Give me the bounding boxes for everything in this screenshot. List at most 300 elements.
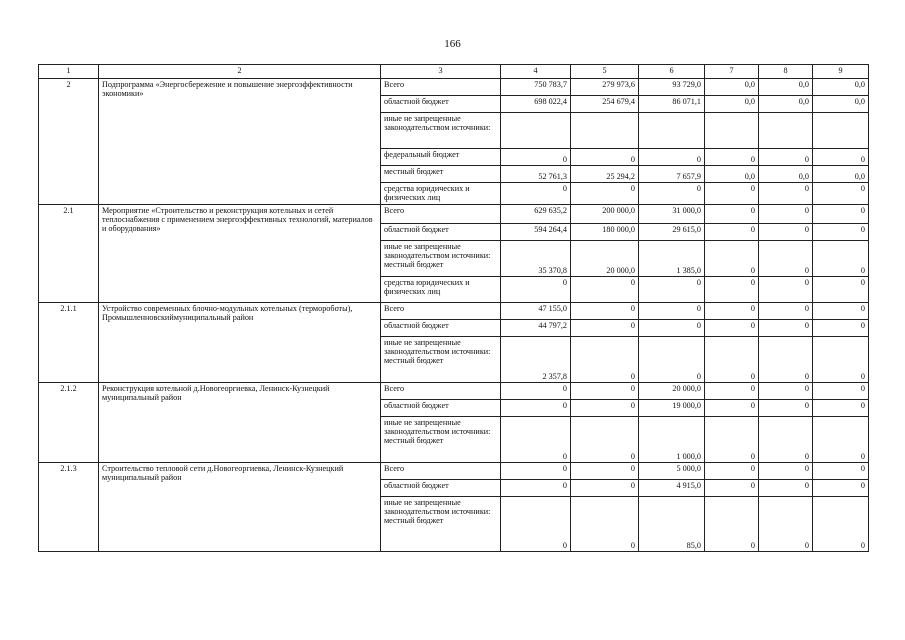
value-cell xyxy=(705,149,759,166)
table-body xyxy=(39,65,869,552)
value-cell xyxy=(571,79,639,96)
amount: 0 xyxy=(562,541,567,550)
amount: 5 000,0 xyxy=(676,464,701,473)
amount: 0 xyxy=(860,225,865,234)
funding-source: иные не запрещенные законодательством источники: xyxy=(384,498,491,516)
amount xyxy=(708,257,755,266)
amount xyxy=(816,532,865,541)
value-cell xyxy=(813,224,869,241)
value-cell xyxy=(571,320,639,337)
amount: 0 xyxy=(630,401,635,410)
value-cell xyxy=(759,337,813,383)
amount xyxy=(816,138,865,147)
table-row xyxy=(39,303,869,320)
value-cell xyxy=(639,417,705,463)
value-cell xyxy=(759,241,813,277)
value-cell xyxy=(571,205,639,224)
value-cell xyxy=(813,205,869,224)
value-cell xyxy=(571,497,639,552)
amount: 0 xyxy=(750,541,755,550)
amount: 0 xyxy=(750,321,755,330)
value-cell xyxy=(759,480,813,497)
funding-source-cell xyxy=(381,417,501,463)
amount: 0 xyxy=(562,452,567,461)
budget-table xyxy=(38,64,869,552)
amount: 0 xyxy=(804,206,809,215)
value-cell xyxy=(759,497,813,552)
value-cell xyxy=(501,224,571,241)
value-cell xyxy=(639,149,705,166)
funding-source: Всего xyxy=(384,206,405,215)
value-cell xyxy=(571,400,639,417)
amount xyxy=(708,443,755,452)
funding-source: Всего xyxy=(384,304,405,313)
value-cell xyxy=(639,205,705,224)
amount: 0 xyxy=(696,304,701,313)
funding-source-cell xyxy=(381,303,501,320)
funding-source: местный бюджет xyxy=(384,260,444,269)
amount xyxy=(574,532,635,541)
value-cell xyxy=(813,337,869,383)
funding-source-cell xyxy=(381,497,501,552)
value-cell xyxy=(501,241,571,277)
amount: 0 xyxy=(860,155,865,164)
value-cell xyxy=(705,303,759,320)
amount xyxy=(574,363,635,372)
amount: 750 783,7 xyxy=(534,80,567,89)
amount: 0 xyxy=(804,372,809,381)
amount: 0 xyxy=(804,278,809,287)
value-cell xyxy=(639,320,705,337)
amount: 0 xyxy=(860,304,865,313)
table-row xyxy=(39,205,869,224)
amount: 0,0 xyxy=(744,80,755,89)
value-cell xyxy=(571,96,639,113)
amount: 0 xyxy=(696,372,701,381)
amount: 0 xyxy=(562,278,567,287)
amount: 0,0 xyxy=(854,172,865,181)
value-cell xyxy=(501,277,571,303)
amount: 0 xyxy=(804,321,809,330)
amount: 0 xyxy=(750,452,755,461)
item-name: Строительство тепловой сети д.Новогеоргиевка, Ленинск-Кузнецкий муниципальный район xyxy=(99,463,381,552)
amount: 180 000,0 xyxy=(602,225,635,234)
value-cell xyxy=(759,320,813,337)
value-cell xyxy=(571,277,639,303)
amount: 93 729,0 xyxy=(672,80,701,89)
item-number: 2.1.3 xyxy=(39,463,99,552)
value-cell xyxy=(813,497,869,552)
funding-source: иные не запрещенные законодательством источники: xyxy=(384,114,491,132)
value-cell xyxy=(705,166,759,183)
amount: 0 xyxy=(804,155,809,164)
value-cell xyxy=(571,463,639,480)
amount: 0 xyxy=(860,384,865,393)
amount: 0 xyxy=(804,481,809,490)
value-cell xyxy=(759,205,813,224)
value-cell xyxy=(813,277,869,303)
value-cell xyxy=(705,113,759,149)
funding-source-cell xyxy=(381,277,501,303)
funding-source-cell xyxy=(381,166,501,183)
value-cell xyxy=(639,224,705,241)
value-cell xyxy=(705,320,759,337)
value-cell xyxy=(571,383,639,400)
value-cell xyxy=(501,383,571,400)
value-cell xyxy=(705,241,759,277)
funding-source: Всего xyxy=(384,464,405,473)
amount: 279 973,6 xyxy=(602,80,635,89)
value-cell xyxy=(759,224,813,241)
value-cell xyxy=(705,400,759,417)
value-cell xyxy=(813,383,869,400)
value-cell xyxy=(639,277,705,303)
funding-source: местный бюджет xyxy=(384,356,444,365)
value-cell xyxy=(639,96,705,113)
value-cell xyxy=(571,183,639,205)
amount: 0 xyxy=(750,266,755,275)
funding-source: областной бюджет xyxy=(384,97,449,106)
amount: 0 xyxy=(860,184,865,193)
value-cell xyxy=(759,79,813,96)
funding-source-cell xyxy=(381,183,501,205)
amount: 0 xyxy=(696,155,701,164)
amount: 85,0 xyxy=(686,541,701,550)
value-cell xyxy=(705,383,759,400)
amount: 0 xyxy=(630,278,635,287)
funding-source-cell xyxy=(381,96,501,113)
value-cell xyxy=(639,113,705,149)
column-number: 9 xyxy=(813,65,869,79)
amount xyxy=(504,443,567,452)
amount: 29 615,0 xyxy=(672,225,701,234)
value-cell xyxy=(501,480,571,497)
funding-source: иные не запрещенные законодательством источники: xyxy=(384,418,491,436)
amount: 1 000,0 xyxy=(676,452,701,461)
column-number: 8 xyxy=(759,65,813,79)
amount xyxy=(816,363,865,372)
amount: 0 xyxy=(696,278,701,287)
value-cell xyxy=(759,463,813,480)
amount xyxy=(504,138,567,147)
value-cell xyxy=(759,277,813,303)
amount: 0 xyxy=(750,464,755,473)
value-cell xyxy=(705,224,759,241)
amount xyxy=(816,257,865,266)
column-number: 3 xyxy=(381,65,501,79)
amount: 0,0 xyxy=(798,172,809,181)
value-cell xyxy=(571,303,639,320)
amount: 0 xyxy=(804,401,809,410)
amount: 0 xyxy=(630,155,635,164)
amount xyxy=(762,443,809,452)
value-cell xyxy=(813,400,869,417)
amount: 20 000,0 xyxy=(672,384,701,393)
amount: 44 797,2 xyxy=(538,321,567,330)
value-cell xyxy=(705,183,759,205)
amount: 0 xyxy=(750,372,755,381)
value-cell xyxy=(571,417,639,463)
amount: 0 xyxy=(696,184,701,193)
amount: 0 xyxy=(630,452,635,461)
amount xyxy=(708,363,755,372)
amount xyxy=(574,257,635,266)
value-cell xyxy=(705,463,759,480)
value-cell xyxy=(705,96,759,113)
column-number: 2 xyxy=(99,65,381,79)
value-cell xyxy=(501,463,571,480)
funding-source-cell xyxy=(381,241,501,277)
amount: 31 000,0 xyxy=(672,206,701,215)
amount xyxy=(708,138,755,147)
amount xyxy=(762,532,809,541)
amount: 0 xyxy=(860,266,865,275)
value-cell xyxy=(705,480,759,497)
funding-source-cell xyxy=(381,463,501,480)
funding-source-cell xyxy=(381,224,501,241)
value-cell xyxy=(813,183,869,205)
value-cell xyxy=(705,497,759,552)
value-cell xyxy=(813,96,869,113)
value-cell xyxy=(571,337,639,383)
amount: 0 xyxy=(630,464,635,473)
value-cell xyxy=(705,277,759,303)
amount: 0 xyxy=(750,384,755,393)
value-cell xyxy=(501,166,571,183)
amount: 20 000,0 xyxy=(606,266,635,275)
amount: 0 xyxy=(562,184,567,193)
value-cell xyxy=(813,417,869,463)
value-cell xyxy=(813,79,869,96)
value-cell xyxy=(813,303,869,320)
amount: 0 xyxy=(630,184,635,193)
amount: 200 000,0 xyxy=(602,206,635,215)
amount: 0 xyxy=(630,321,635,330)
amount xyxy=(642,363,701,372)
value-cell xyxy=(571,166,639,183)
amount: 0 xyxy=(804,225,809,234)
amount: 0 xyxy=(630,541,635,550)
funding-source-cell xyxy=(381,79,501,96)
item-number: 2.1.2 xyxy=(39,383,99,463)
amount: 0 xyxy=(750,401,755,410)
item-number: 2.1.1 xyxy=(39,303,99,383)
amount: 0 xyxy=(860,372,865,381)
funding-source: областной бюджет xyxy=(384,481,449,490)
amount: 0 xyxy=(562,401,567,410)
amount: 2 357,8 xyxy=(542,372,567,381)
value-cell xyxy=(639,480,705,497)
page-number: 166 xyxy=(444,38,461,50)
amount: 0 xyxy=(860,452,865,461)
funding-source-cell xyxy=(381,113,501,149)
value-cell xyxy=(639,400,705,417)
column-number: 7 xyxy=(705,65,759,79)
funding-source: Всего xyxy=(384,80,405,89)
amount xyxy=(762,257,809,266)
value-cell xyxy=(813,113,869,149)
amount: 254 679,4 xyxy=(602,97,635,106)
amount: 0 xyxy=(630,481,635,490)
amount xyxy=(574,443,635,452)
value-cell xyxy=(639,166,705,183)
value-cell xyxy=(501,417,571,463)
column-number: 5 xyxy=(571,65,639,79)
amount: 0 xyxy=(750,184,755,193)
funding-source: областной бюджет xyxy=(384,225,449,234)
amount xyxy=(504,363,567,372)
value-cell xyxy=(759,96,813,113)
value-cell xyxy=(813,320,869,337)
amount: 0 xyxy=(804,464,809,473)
amount xyxy=(762,138,809,147)
value-cell xyxy=(705,205,759,224)
funding-source: средства юридических и физических лиц xyxy=(384,184,470,202)
value-cell xyxy=(639,497,705,552)
value-cell xyxy=(639,183,705,205)
column-number: 1 xyxy=(39,65,99,79)
amount xyxy=(816,443,865,452)
value-cell xyxy=(639,337,705,383)
item-name: Устройство современных блочно-модульных котельных (термороботы), Промышленновскиймуниципальный район xyxy=(99,303,381,383)
amount xyxy=(642,257,701,266)
value-cell xyxy=(501,205,571,224)
amount: 0 xyxy=(696,321,701,330)
amount: 86 071,1 xyxy=(672,97,701,106)
funding-source: средства юридических и физических лиц xyxy=(384,278,470,296)
amount: 19 000,0 xyxy=(672,401,701,410)
amount: 0 xyxy=(860,321,865,330)
amount: 0,0 xyxy=(854,97,865,106)
table-row xyxy=(39,79,869,96)
amount: 0,0 xyxy=(798,80,809,89)
value-cell xyxy=(639,383,705,400)
amount: 0 xyxy=(750,278,755,287)
amount: 0 xyxy=(804,304,809,313)
amount: 4 915,0 xyxy=(676,481,701,490)
funding-source-cell xyxy=(381,149,501,166)
amount: 7 657,9 xyxy=(676,172,701,181)
amount: 1 385,0 xyxy=(676,266,701,275)
funding-source-cell xyxy=(381,400,501,417)
amount xyxy=(642,138,701,147)
item-name: Мероприятие «Строительство и реконструкция котельных и сетей теплоснабжения с применением энергоэффективных технологий, материалов и оборудования» xyxy=(99,205,381,303)
value-cell xyxy=(501,96,571,113)
amount xyxy=(708,532,755,541)
value-cell xyxy=(571,113,639,149)
amount: 594 264,4 xyxy=(534,225,567,234)
value-cell xyxy=(705,417,759,463)
value-cell xyxy=(501,79,571,96)
value-cell xyxy=(813,463,869,480)
value-cell xyxy=(571,224,639,241)
amount: 0 xyxy=(750,225,755,234)
amount: 0 xyxy=(562,464,567,473)
value-cell xyxy=(639,79,705,96)
amount: 0 xyxy=(860,278,865,287)
amount: 0,0 xyxy=(798,97,809,106)
amount: 0 xyxy=(562,155,567,164)
amount: 0 xyxy=(860,541,865,550)
funding-source: Всего xyxy=(384,384,405,393)
value-cell xyxy=(813,241,869,277)
item-number: 2 xyxy=(39,79,99,205)
amount: 629 635,2 xyxy=(534,206,567,215)
amount: 0 xyxy=(750,206,755,215)
amount: 47 155,0 xyxy=(538,304,567,313)
funding-source: иные не запрещенные законодательством источники: xyxy=(384,242,491,260)
value-cell xyxy=(571,241,639,277)
value-cell xyxy=(571,480,639,497)
value-cell xyxy=(501,149,571,166)
amount: 0 xyxy=(750,304,755,313)
value-cell xyxy=(759,183,813,205)
item-name: Подпрограмма «Энергосбережение и повышение энергоэффективности экономики» xyxy=(99,79,381,205)
amount: 0,0 xyxy=(854,80,865,89)
funding-source-cell xyxy=(381,480,501,497)
value-cell xyxy=(759,383,813,400)
amount: 0 xyxy=(804,541,809,550)
table-row xyxy=(39,463,869,480)
value-cell xyxy=(813,149,869,166)
column-number: 4 xyxy=(501,65,571,79)
amount: 0 xyxy=(562,481,567,490)
amount: 0 xyxy=(804,184,809,193)
column-number-row xyxy=(39,65,869,79)
amount: 0,0 xyxy=(744,172,755,181)
amount: 0,0 xyxy=(744,97,755,106)
funding-source: местный бюджет xyxy=(384,436,444,445)
funding-source-cell xyxy=(381,205,501,224)
amount: 0 xyxy=(860,401,865,410)
table-row xyxy=(39,383,869,400)
funding-source-cell xyxy=(381,337,501,383)
amount: 0 xyxy=(860,464,865,473)
amount: 35 370,8 xyxy=(538,266,567,275)
value-cell xyxy=(501,183,571,205)
value-cell xyxy=(501,337,571,383)
amount: 0 xyxy=(630,304,635,313)
funding-source: федеральный бюджет xyxy=(384,150,460,159)
amount: 0 xyxy=(630,384,635,393)
amount xyxy=(642,443,701,452)
value-cell xyxy=(813,166,869,183)
amount: 0 xyxy=(750,481,755,490)
amount: 0 xyxy=(630,372,635,381)
value-cell xyxy=(759,303,813,320)
value-cell xyxy=(639,463,705,480)
amount xyxy=(504,532,567,541)
item-name: Реконструкция котельной д.Новогеоргиевка, Ленинск-Кузнецкий муниципальный район xyxy=(99,383,381,463)
amount xyxy=(504,257,567,266)
amount xyxy=(762,363,809,372)
value-cell xyxy=(759,113,813,149)
funding-source-cell xyxy=(381,383,501,400)
column-number: 6 xyxy=(639,65,705,79)
value-cell xyxy=(501,303,571,320)
value-cell xyxy=(759,149,813,166)
value-cell xyxy=(759,166,813,183)
value-cell xyxy=(501,320,571,337)
value-cell xyxy=(705,337,759,383)
value-cell xyxy=(639,241,705,277)
value-cell xyxy=(501,113,571,149)
funding-source: иные не запрещенные законодательством источники: xyxy=(384,338,491,356)
value-cell xyxy=(759,417,813,463)
funding-source-cell xyxy=(381,320,501,337)
value-cell xyxy=(813,480,869,497)
value-cell xyxy=(501,400,571,417)
